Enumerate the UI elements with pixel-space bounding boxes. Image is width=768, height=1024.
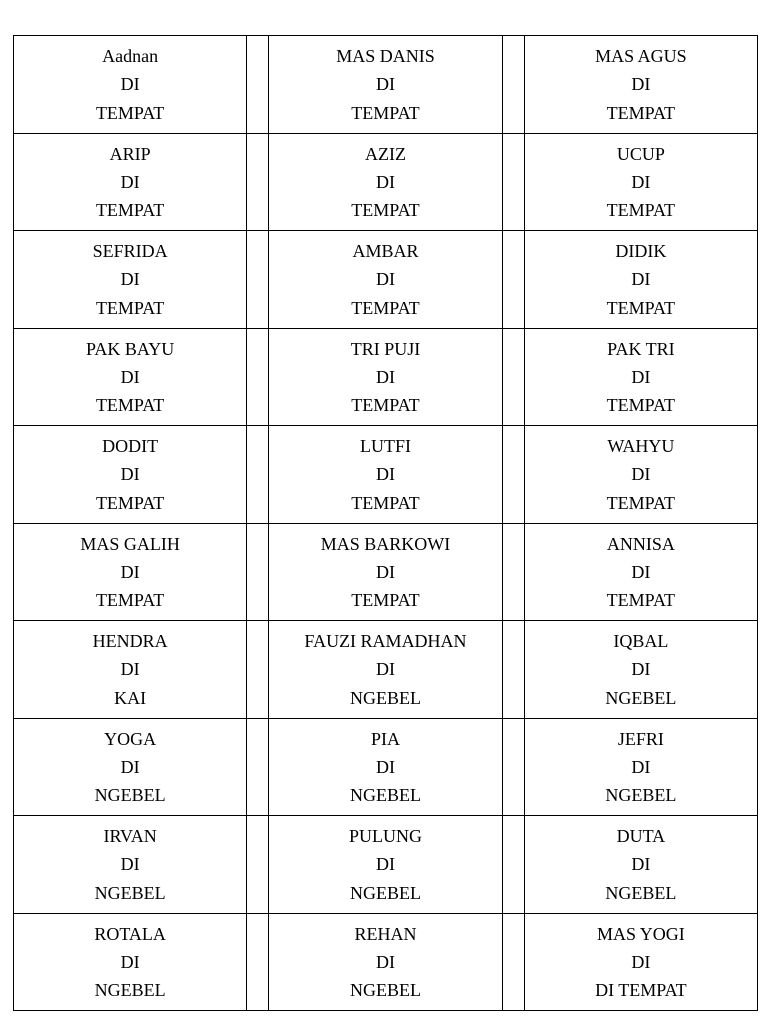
label-cell: [14, 621, 247, 719]
label-cell: [14, 816, 247, 914]
label-place: TEMPAT: [606, 395, 676, 416]
label-name: DIDIK: [615, 241, 667, 261]
label-cell: [269, 718, 502, 816]
label-place: TEMPAT: [95, 492, 165, 513]
label-text-block: [269, 816, 501, 907]
label-name: MAS DANIS: [336, 46, 435, 66]
label-cell: [14, 426, 247, 524]
label-text-block: [525, 426, 757, 517]
label-place: TEMPAT: [351, 200, 420, 221]
gutter-cell: [247, 523, 269, 621]
label-text-block: [14, 621, 246, 712]
label-prep: DI: [120, 951, 140, 972]
label-prep: DI: [120, 659, 140, 680]
label-prep: DI: [375, 951, 395, 972]
label-name: JEFRI: [617, 728, 664, 749]
gutter-cell: [247, 36, 269, 134]
label-text-block: [269, 621, 501, 712]
label-cell: [524, 816, 757, 914]
label-text-block: [14, 329, 246, 420]
label-name: FAUZI RAMADHAN: [304, 631, 467, 651]
label-prep: DI: [631, 659, 651, 680]
label-cell: [269, 913, 502, 1011]
label-prep: DI: [631, 464, 651, 485]
label-prep: DI: [120, 366, 140, 387]
label-place: TEMPAT: [351, 590, 420, 611]
label-name: ANNISA: [606, 533, 675, 554]
label-prep: DI: [375, 171, 395, 192]
label-text-block: [269, 524, 501, 615]
label-name: AZIZ: [364, 143, 406, 164]
label-row: [14, 133, 758, 231]
label-name: PULUNG: [348, 826, 422, 846]
label-place: NGEBEL: [349, 785, 421, 806]
label-cell: [524, 523, 757, 621]
label-text-block: [525, 719, 757, 810]
label-text-block: [525, 816, 757, 907]
gutter-cell: [502, 718, 524, 816]
label-place: DI TEMPAT: [595, 980, 687, 1001]
label-row: [14, 36, 758, 134]
label-place: NGEBEL: [349, 687, 421, 708]
label-prep: DI: [375, 464, 395, 485]
label-table-body: [14, 36, 758, 1011]
label-cell: [524, 718, 757, 816]
label-name: TRI PUJI: [350, 338, 421, 359]
label-name: DODIT: [102, 436, 159, 456]
label-text-block: [525, 524, 757, 615]
label-cell: [14, 328, 247, 426]
gutter-cell: [247, 231, 269, 329]
gutter-cell: [247, 426, 269, 524]
label-cell: [269, 231, 502, 329]
label-prep: DI: [375, 74, 395, 95]
gutter-cell: [502, 426, 524, 524]
label-cell: [269, 328, 502, 426]
label-prep: DI: [631, 561, 651, 582]
label-cell: [269, 426, 502, 524]
label-name: AMBAR: [352, 241, 419, 261]
gutter-cell: [247, 328, 269, 426]
label-text-block: [525, 36, 757, 127]
label-cell: [524, 133, 757, 231]
label-text-block: [269, 134, 501, 225]
label-place: TEMPAT: [606, 200, 676, 221]
label-place: TEMPAT: [606, 102, 676, 123]
label-name: MAS GALIH: [80, 533, 180, 554]
label-row: [14, 523, 758, 621]
label-cell: [269, 816, 502, 914]
label-cell: [14, 36, 247, 134]
label-text-block: [269, 329, 501, 420]
label-text-block: [269, 914, 501, 1005]
label-place: TEMPAT: [95, 297, 165, 318]
label-text-block: [14, 719, 246, 810]
label-row: [14, 231, 758, 329]
gutter-cell: [502, 36, 524, 134]
label-text-block: [525, 914, 757, 1005]
label-name: UCUP: [616, 143, 665, 164]
label-row: [14, 621, 758, 719]
label-cell: [524, 621, 757, 719]
gutter-cell: [502, 621, 524, 719]
label-row: [14, 913, 758, 1011]
label-name: PAK TRI: [607, 338, 675, 359]
label-cell: [524, 913, 757, 1011]
label-text-block: [14, 426, 246, 517]
label-text-block: [269, 719, 501, 810]
label-name: PIA: [370, 728, 400, 749]
gutter-cell: [502, 328, 524, 426]
label-cell: [269, 523, 502, 621]
label-row: [14, 426, 758, 524]
label-place: NGEBEL: [349, 882, 421, 903]
label-cell: [269, 36, 502, 134]
label-cell: [14, 718, 247, 816]
label-place: TEMPAT: [95, 102, 165, 123]
label-text-block: [14, 134, 246, 225]
label-prep: DI: [631, 366, 651, 387]
label-prep: DI: [120, 854, 140, 875]
label-name: WAHYU: [607, 436, 675, 456]
label-name: ROTALA: [94, 923, 166, 944]
label-text-block: [525, 329, 757, 420]
label-place: NGEBEL: [605, 882, 677, 903]
label-prep: DI: [120, 561, 140, 582]
label-prep: DI: [631, 269, 651, 290]
label-cell: [14, 913, 247, 1011]
label-text-block: [14, 524, 246, 615]
gutter-cell: [247, 816, 269, 914]
label-name: IQBAL: [613, 631, 669, 651]
label-prep: DI: [120, 464, 140, 485]
label-place: TEMPAT: [95, 395, 165, 416]
label-place: KAI: [114, 687, 147, 708]
label-place: NGEBEL: [94, 980, 166, 1001]
label-text-block: [14, 36, 246, 127]
label-text-block: [525, 134, 757, 225]
label-place: NGEBEL: [605, 687, 677, 708]
label-prep: DI: [631, 756, 651, 777]
label-prep: DI: [120, 74, 140, 95]
label-prep: DI: [120, 756, 140, 777]
label-cell: [14, 523, 247, 621]
label-name: PAK BAYU: [86, 338, 175, 359]
label-place: TEMPAT: [606, 297, 676, 318]
label-text-block: [269, 426, 501, 517]
label-name: MAS AGUS: [595, 46, 687, 66]
gutter-cell: [502, 913, 524, 1011]
label-name: MAS YOGI: [596, 923, 685, 944]
label-text-block: [525, 231, 757, 322]
label-text-block: [14, 231, 246, 322]
gutter-cell: [502, 816, 524, 914]
label-text-block: [14, 816, 246, 907]
label-place: TEMPAT: [351, 297, 420, 318]
gutter-cell: [247, 913, 269, 1011]
gutter-cell: [247, 718, 269, 816]
label-text-block: [525, 621, 757, 712]
label-place: TEMPAT: [95, 200, 165, 221]
label-place: NGEBEL: [605, 785, 677, 806]
label-text-block: [14, 914, 246, 1005]
label-prep: DI: [631, 854, 651, 875]
gutter-cell: [502, 133, 524, 231]
label-name: HENDRA: [92, 631, 168, 651]
label-cell: [269, 621, 502, 719]
label-prep: DI: [375, 854, 395, 875]
label-place: TEMPAT: [351, 492, 420, 513]
label-place: TEMPAT: [95, 590, 165, 611]
label-place: NGEBEL: [349, 980, 421, 1001]
gutter-cell: [247, 133, 269, 231]
address-label-table: [13, 35, 758, 1011]
label-name: REHAN: [354, 923, 417, 944]
label-cell: [14, 231, 247, 329]
label-prep: DI: [631, 171, 651, 192]
label-name: MAS BARKOWI: [320, 533, 451, 554]
gutter-cell: [502, 523, 524, 621]
label-place: TEMPAT: [606, 590, 676, 611]
label-prep: DI: [375, 659, 395, 680]
label-place: TEMPAT: [351, 395, 420, 416]
gutter-cell: [247, 621, 269, 719]
label-row: [14, 816, 758, 914]
label-name: ARIP: [109, 143, 151, 164]
label-text-block: [269, 36, 501, 127]
label-name: IRVAN: [103, 826, 157, 846]
label-name: Aadnan: [102, 46, 159, 66]
label-prep: DI: [375, 756, 395, 777]
label-row: [14, 718, 758, 816]
label-name: YOGA: [104, 728, 157, 749]
label-place: NGEBEL: [94, 882, 166, 903]
label-prep: DI: [120, 171, 140, 192]
label-place: TEMPAT: [606, 492, 676, 513]
label-name: DUTA: [616, 826, 666, 846]
gutter-cell: [502, 231, 524, 329]
label-cell: [269, 133, 502, 231]
label-prep: DI: [375, 269, 395, 290]
label-cell: [524, 328, 757, 426]
label-cell: [14, 133, 247, 231]
label-prep: DI: [120, 269, 140, 290]
label-cell: [524, 231, 757, 329]
label-cell: [524, 426, 757, 524]
label-prep: DI: [375, 561, 395, 582]
label-prep: DI: [631, 74, 651, 95]
label-prep: DI: [631, 951, 651, 972]
label-cell: [524, 36, 757, 134]
label-place: TEMPAT: [351, 102, 420, 123]
label-place: NGEBEL: [94, 785, 166, 806]
label-text-block: [269, 231, 501, 322]
label-name: SEFRIDA: [92, 241, 168, 261]
label-prep: DI: [375, 366, 395, 387]
label-row: [14, 328, 758, 426]
label-name: LUTFI: [359, 436, 411, 456]
